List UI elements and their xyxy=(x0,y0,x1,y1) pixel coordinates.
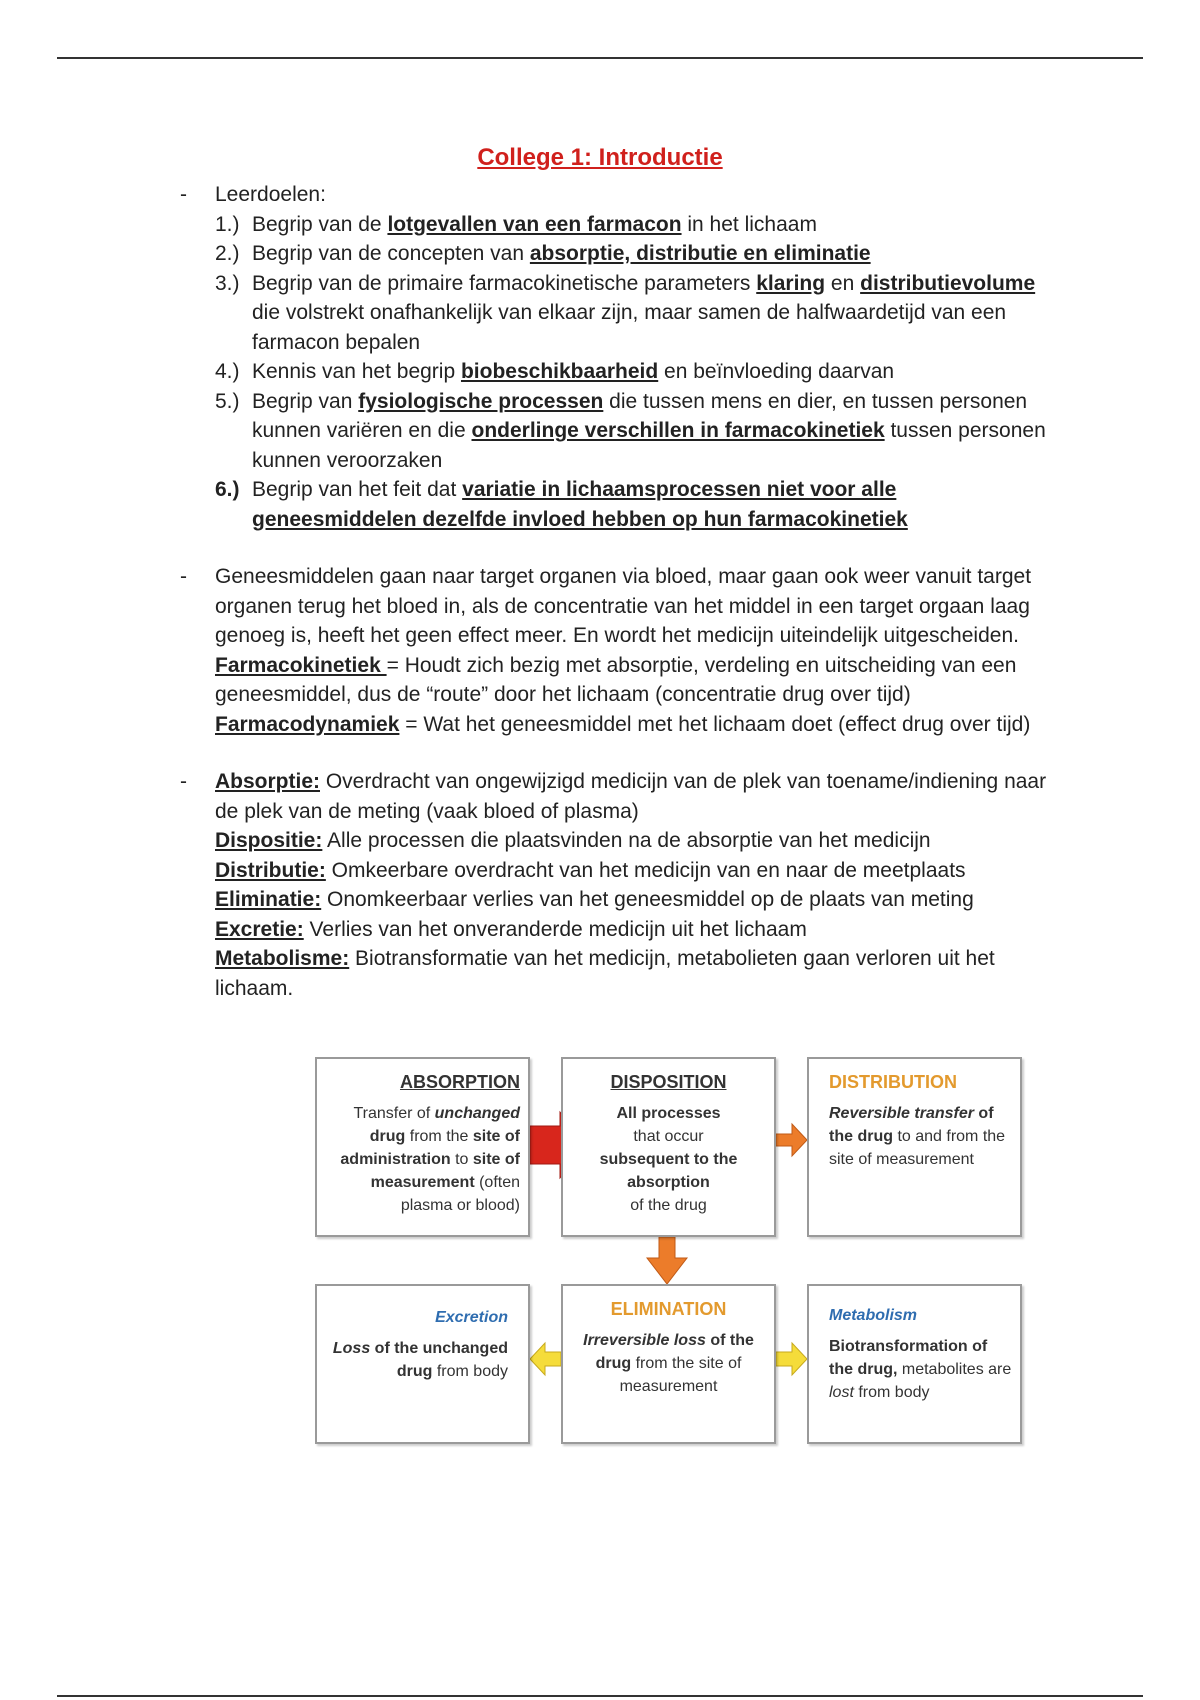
item-text: die volstrekt onafhankelijk van elkaar zijn, maar samen de halfwaardetijd van een farmacon bepalen xyxy=(252,301,1007,354)
disposition-text: that occur xyxy=(633,1128,704,1145)
item-keyword: fysiologische processen xyxy=(358,389,604,413)
item-keyword: biobeschikbaarheid xyxy=(460,360,659,383)
excretion-box xyxy=(315,1284,530,1444)
item-number: 3.) xyxy=(215,271,240,295)
term: Eliminatie: xyxy=(215,888,322,911)
excretion-text: Loss of the unchanged drug from body xyxy=(332,1340,508,1380)
item-text: Begrip van de xyxy=(252,212,388,236)
item-number: 2.) xyxy=(215,242,240,265)
item-keyword: onderlinge verschillen in farmacokinetiek xyxy=(471,419,885,442)
arrow-elimination-to-excretion xyxy=(530,1343,561,1375)
arrow-elimination-to-metabolism xyxy=(776,1343,807,1375)
distribution-text: Reversible transfer of the drug to and from the site of measurement xyxy=(829,1105,1006,1168)
distribution-title: DISTRIBUTION xyxy=(829,1072,957,1092)
item-text: tussen personen kunnen veroorzaken xyxy=(252,419,1046,472)
item-text: Begrip van de primaire farmacokinetische parameters xyxy=(252,271,757,295)
arrow-disposition-to-elimination xyxy=(647,1237,687,1284)
excretion-title: Excretion xyxy=(435,1309,508,1326)
term: Absorptie: xyxy=(215,770,320,793)
definition: Overdracht van ongewijzigd medicijn van de plek van toename/indiening naar de plek van de meting (vaak bloed of plasma) xyxy=(215,770,1047,823)
item-text: en xyxy=(825,271,861,295)
metabolism-box xyxy=(807,1284,1022,1444)
item-number: 4.) xyxy=(215,360,240,383)
term: Distributie: xyxy=(215,858,326,882)
item-keyword: klaring xyxy=(756,271,826,295)
item-keyword: variatie in lichaamsprocessen niet voor alle geneesmiddelen dezelfde invloed hebben op hun farmacokinetiek xyxy=(252,478,908,531)
term: Dispositie: xyxy=(215,829,323,852)
footer-rule xyxy=(57,1695,1143,1697)
page-title: College 1: Introductie xyxy=(477,144,723,171)
definition: = Houdt zich bezig met absorptie, verdeling en uitscheiding van een geneesmiddel, dus de “route” door het lichaam (concentratie drug over tijd) xyxy=(215,653,1017,706)
intro-paragraph: Geneesmiddelen gaan naar target organen via bloed, maar gaan ook weer vanuit target organen terug het bloed in, als de concentratie van het middel in een target orgaan laag genoeg is, heeft het geen effect meer. En wordt het medicijn uiteindelijk uitgescheiden. xyxy=(215,565,1032,647)
elimination-text: Irreversible loss of the drug from the site of measurement xyxy=(583,1332,754,1395)
definition: Verlies van het onveranderde medicijn uit het lichaam xyxy=(303,917,807,941)
disposition-box xyxy=(561,1057,776,1237)
bullet-dash: - xyxy=(180,770,187,793)
item-number: 6.) xyxy=(215,478,240,501)
term: Excretie: xyxy=(215,917,304,941)
absorption-box xyxy=(315,1057,530,1237)
disposition-text: subsequent to the absorption xyxy=(599,1151,738,1191)
item-text: Begrip van xyxy=(252,389,359,413)
bullet-dash: - xyxy=(180,183,187,206)
item-keyword: absorptie, distributie en eliminatie xyxy=(529,242,871,265)
item-keyword: distributievolume xyxy=(860,271,1036,295)
term: Metabolisme: xyxy=(215,947,350,970)
elimination-box xyxy=(561,1284,776,1444)
definition: Omkeerbare overdracht van het medicijn van en naar de meetplaats xyxy=(325,858,966,882)
arrow-disposition-to-distribution xyxy=(776,1124,807,1156)
absorption-text: Transfer of unchanged drug from the site of administration to site of measurement (often plasma or blood) xyxy=(340,1105,520,1214)
metabolism-text: Biotransformation of the drug, metabolites are lost from body xyxy=(829,1338,1012,1401)
item-text: Begrip van de concepten van xyxy=(252,242,530,265)
absorption-title: ABSORPTION xyxy=(399,1072,520,1092)
item-text: in het lichaam xyxy=(681,212,817,236)
item-number: 1.) xyxy=(215,212,240,236)
item-text: die tussen mens en dier, en tussen personen kunnen variëren en die xyxy=(252,389,1028,442)
disposition-title: DISPOSITION xyxy=(610,1072,727,1092)
definition: Alle processen die plaatsvinden na de absorptie van het medicijn xyxy=(322,829,931,852)
item-text: en beïnvloeding daarvan xyxy=(658,360,895,383)
disposition-text: of the drug xyxy=(630,1197,707,1214)
term: Farmacodynamiek xyxy=(215,712,400,736)
item-keyword: lotgevallen van een farmacon xyxy=(387,212,682,236)
leerdoelen-heading: Leerdoelen: xyxy=(215,183,326,206)
item-text: Kennis van het begrip xyxy=(252,360,461,383)
definition: = Wat het geneesmiddel met het lichaam doet (effect drug over tijd) xyxy=(399,712,1031,736)
metabolism-title: Metabolism xyxy=(829,1307,918,1324)
distribution-box xyxy=(807,1057,1022,1237)
item-number: 5.) xyxy=(215,389,240,413)
definition: Onomkeerbaar verlies van het geneesmiddel op de plaats van meting xyxy=(321,888,974,911)
bullet-dash: - xyxy=(180,565,187,588)
term: Farmacokinetiek xyxy=(215,653,387,677)
elimination-title: ELIMINATION xyxy=(610,1299,727,1319)
item-text: Begrip van het feit dat xyxy=(252,478,463,501)
definition: Biotransformatie van het medicijn, metabolieten gaan verloren uit het lichaam. xyxy=(215,947,995,1000)
disposition-text: All processes xyxy=(616,1105,721,1122)
